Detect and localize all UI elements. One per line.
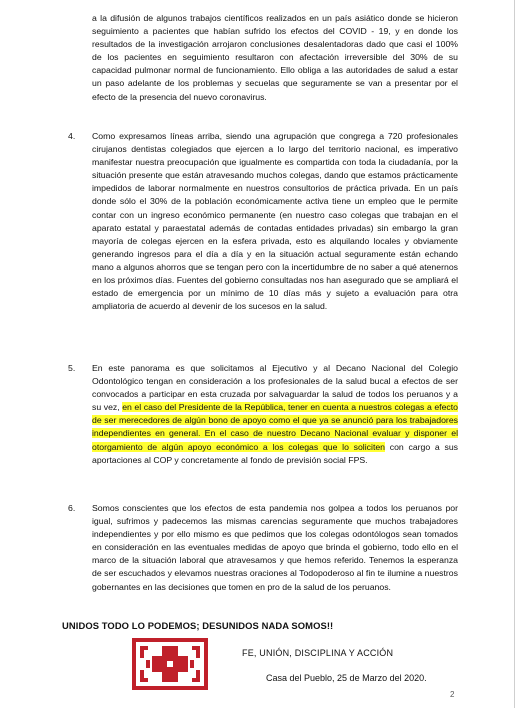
item-text: Como expresamos líneas arriba, siendo una agrupación que congrega a 720 profesionales cirujanos dentistas colegiados que ejercen a lo largo del territorio nacional, es imperativo manifestar nuestra preocupación que igualmente es compartida con toda la ciudadanía, por la situación presente que están atravesando muchos colegas, dando que estamos prácticamente impedidos de laborar normalmente en nuestros consultorios de práctica privada. En un país donde sólo el 30% de la población económicamente activa tiene un empleo que le permite contar con un ingreso económico permanente (en nuestro caso colegas que trabajan en el aparato estatal y paraestatal además de contadas entidades privadas) sin embargo la gran mayoría de colegas ejercen en la esfera privada, esto es alquilando locales y obviamente generando ingresos para el día a día y en la situación actual seguramente están echando mano a algunos ahorros que se tengan pero con la incertidumbre de no saber a qué atenernos en los próximos días. Fuentes del gobierno consultadas nos han asegurado que se ampliará el estado de emergencia por un mínimo de 10 días más y sujeto a evaluación para otra ampliatoria de acuerdo al devenir de los sucesos en la salud. xyxy=(92,131,458,312)
item-number: 5. xyxy=(68,363,76,373)
closing-line: FE, UNIÓN, DISCIPLINA Y ACCIÓN xyxy=(242,648,394,658)
item-text-end: con cargo a sus aportaciones al COP y concretamente al fondo de previsión social FPS. xyxy=(92,441,458,465)
place-date: Casa del Pueblo, 25 de Marzo del 2020. xyxy=(266,673,427,683)
paragraph-continuation: a la difusión de algunos trabajos científicos realizados en un país asiático donde se hicieron seguimiento a pacientes que habían sufrido los efectos del COVID - 19, y en donde los resultados de la investigación arrojaron conclusiones desalentadoras dado que casi el 100% de los pacientes en seguimiento resultaron con afectación irreversible del 30% de su capacidad pulmonar normal de funcionamiento. Ello obliga a las autoridades de salud a estar un paso adelante de los problemas y secuelas que seguramente se van a presentar por el efecto de la presencia del nuevo coronavirus. xyxy=(92,13,458,102)
item-text-start: En este panorama es que solicitamos al Ejecutivo y al Decano Nacional del Colegio Odontológico tengan en consideración a los profesionales de la salud bucal a efectos de ser convocados a participar en esta cruzada por salvaguardar la salud de todos los peruanos y a su vez, xyxy=(92,363,458,413)
item-number: 6. xyxy=(68,503,76,513)
highlighted-text: en el caso del Presidente de la República, tener en cuenta a nuestros colegas a efecto de ser merecedores de algún bono de apoyo como el que ya se anunció para los trabajadores independientes en general. En el caso de nuestro Decano Nacional evaluar y disponer el otorgamiento de algún apoyo económico a los colegas que lo soliciten xyxy=(92,402,458,452)
item-text xyxy=(92,362,458,467)
page-number: 2 xyxy=(450,690,455,699)
item-number: 4. xyxy=(68,131,76,141)
item-text: Somos conscientes que los efectos de esta pandemia nos golpea a todos los peruanos por igual, sufrimos y padecemos las mismas carencias seguramente que muchos trabajadores independientes y por ello mismo es que pedimos que los colegas odontólogos sean tomados en consideración en las eventuales medidas de apoyo que brinda el gobierno, todo ello en el marco de la situación laboral que atravesamos y que hemos referido. Tenemos la esperanza de ser escuchados y elevamos nuestras oraciones al Todopoderoso al fin te ilumine a nuestros gobernantes en las decisiones que tomen en pro de la salud de los peruanos. xyxy=(92,503,458,592)
motto-heading: UNIDOS TODO LO PODEMOS; DESUNIDOS NADA SOMOS!! xyxy=(62,620,334,631)
chakana-emblem-icon xyxy=(132,638,208,690)
